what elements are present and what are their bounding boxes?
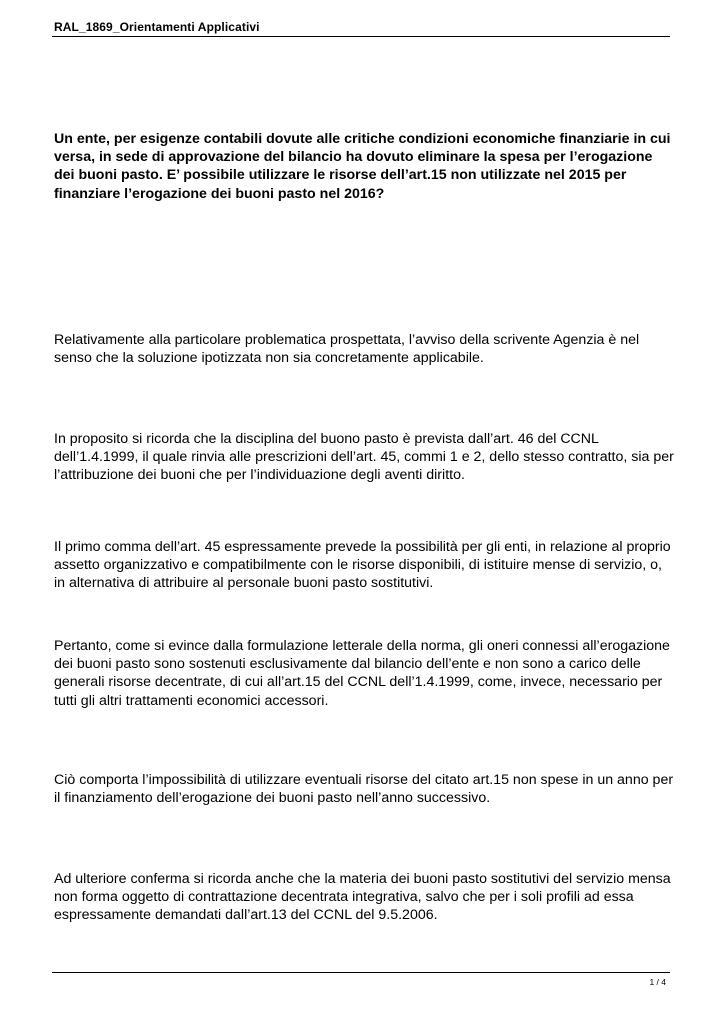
answer-paragraph-5: Ciò comporta l’impossibilità di utilizzare eventuali risorse del citato art.15 non spese in un anno per il finanziamento dell’erogazione dei buoni pasto nell’anno successivo.: [54, 772, 674, 807]
footer-divider: [52, 972, 670, 973]
question-text: Un ente, per esigenze contabili dovute alle critiche condizioni economiche finanziarie in cui versa, in sede di approvazione del bilancio ha dovuto eliminare la spesa per l’erogazione dei buoni pasto. E’ possibile utilizzare le risorse dell’art.15 non utilizzate nel 2015 per finanziare l’erogazione dei buoni pasto nel 2016?: [54, 131, 671, 202]
answer-paragraph-2: In proposito si ricorda che la disciplina del buono pasto è prevista dall’art. 46 del CCNL dell’1.4.1999, il quale rinvia alle prescrizioni dell’art. 45, commi 1 e 2, dello stesso contratto, sia per l’attribuzione dei buoni che per l’individuazione degli aventi diritto.: [54, 431, 674, 484]
answer-paragraph-1: Relativamente alla particolare problematica prospettata, l’avviso della scrivente Agenzia è nel senso che la soluzione ipotizzata non sia concretamente applicabile.: [54, 332, 640, 367]
answer-paragraph-3: Il primo comma dell’art. 45 espressamente prevede la possibilità per gli enti, in relazione al proprio assetto organizzativo e compatibilmente con le risorse disponibili, di istituire mense di servizio, o, in alternativa di attribuire al personale buoni pasto sostitutivi.: [54, 539, 671, 592]
answer-paragraph-6: Ad ulteriore conferma si ricorda anche che la materia dei buoni pasto sostitutivi del servizio mensa non forma oggetto di contrattazione decentrata integrativa, salvo che per i soli profili ad essa espressamente demandati dall’art.13 del CCNL del 9.5.2006.: [54, 871, 671, 924]
header-divider: [52, 36, 670, 37]
document-header-title: RAL_1869_Orientamenti Applicativi: [54, 20, 260, 34]
answer-paragraph-4: Pertanto, come si evince dalla formulazione letterale della norma, gli oneri connessi all’erogazione dei buoni pasto sono sostenuti esclusivamente dal bilancio dell’ente e non sono a carico delle generali risorse decentrate, di cui all’art.15 del CCNL dell’1.4.1999, come, invece, necessario per tutti gli altri trattamenti economici accessori.: [54, 638, 670, 709]
page-number: 1 / 4: [649, 977, 666, 987]
